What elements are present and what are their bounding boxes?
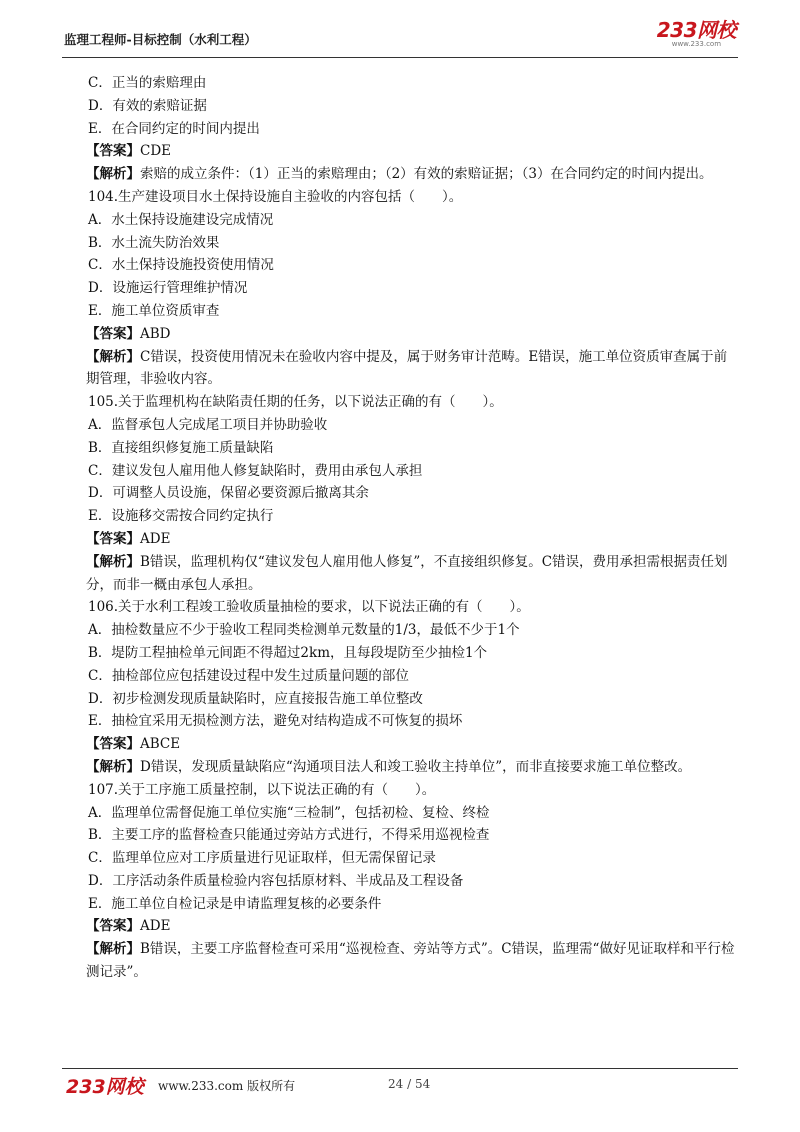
explanation-label: 【解析】 bbox=[86, 348, 140, 365]
doc-title: 监理工程师-目标控制（水利工程） bbox=[64, 32, 257, 47]
explanation-label: 【解析】 bbox=[86, 553, 140, 570]
answer-text: CDE bbox=[140, 143, 172, 160]
question-stem: 107.关于工序施工质量控制，以下说法正确的有（ ）。 bbox=[88, 781, 436, 798]
option-item: C．水土保持设施投资使用情况 bbox=[88, 257, 274, 274]
explanation-label: 【解析】 bbox=[86, 941, 140, 958]
explanation-paragraph bbox=[86, 551, 738, 597]
option-item: B．水土流失防治效果 bbox=[88, 234, 220, 251]
page-footer bbox=[62, 1072, 738, 1096]
explanation-label: 【解析】 bbox=[86, 166, 140, 183]
option-item: E．施工单位自检记录是申请监理复核的必要条件 bbox=[88, 895, 382, 912]
page-number: 24 / 54 bbox=[388, 1077, 431, 1091]
explanation-text: B错误，监理机构仅“建议发包人雇用他人修复”，不直接组织修复。C错误，费用承担需根据责任划分，而非一概由承包人承担。 bbox=[86, 553, 728, 593]
explanation-label: 【解析】 bbox=[86, 758, 140, 775]
explanation-text: D错误，发现质量缺陷应“沟通项目法人和竣工验收主持单位”，而非直接要求施工单位整改。 bbox=[140, 758, 692, 775]
logo-url: www.233.com bbox=[671, 40, 722, 48]
option-item: B．堤防工程抽检单元间距不得超过2km，且每段堤防至少抽检1个 bbox=[88, 644, 488, 661]
question-stem: 105.关于监理机构在缺陷责任期的任务，以下说法正确的有（ ）。 bbox=[88, 394, 503, 411]
explanation-paragraph bbox=[86, 938, 738, 984]
page-header bbox=[62, 20, 738, 56]
option-item: C．建议发包人雇用他人修复缺陷时，费用由承包人承担 bbox=[88, 462, 423, 479]
option-item: B．直接组织修复施工质量缺陷 bbox=[88, 439, 274, 456]
logo-text: 233网校 bbox=[656, 18, 736, 42]
option-item: B．主要工序的监督检查只能通过旁站方式进行，不得采用巡视检查 bbox=[88, 827, 490, 844]
option-item: D．可调整人员设施，保留必要资源后撤离其余 bbox=[88, 485, 369, 502]
answer-line bbox=[86, 915, 738, 938]
option-item: E．施工单位资质审查 bbox=[88, 302, 220, 319]
answer-line bbox=[86, 323, 738, 346]
brand-logo[interactable] bbox=[657, 20, 736, 48]
option-item: A．抽检数量应不少于验收工程同类检测单元数量的1/3，最低不少于1个 bbox=[88, 622, 520, 639]
page-content bbox=[88, 72, 738, 984]
option-item: C．监理单位应对工序质量进行见证取样，但无需保留记录 bbox=[88, 850, 436, 867]
answer-line bbox=[86, 140, 738, 163]
option-item: E．设施移交需按合同约定执行 bbox=[88, 508, 274, 525]
answer-label: 【答案】 bbox=[86, 736, 140, 753]
option-item: D．有效的索赔证据 bbox=[88, 97, 207, 114]
explanation-paragraph bbox=[86, 346, 738, 392]
footer-divider bbox=[62, 1068, 738, 1069]
explanation-paragraph bbox=[86, 163, 738, 186]
explanation-text: C错误，投资使用情况未在验收内容中提及，属于财务审计范畴。E错误，施工单位资质审查属于前期管理，非验收内容。 bbox=[86, 348, 728, 388]
option-item: C．抽检部位应包括建设过程中发生过质量问题的部位 bbox=[88, 667, 409, 684]
option-item: E．在合同约定的时间内提出 bbox=[88, 120, 260, 137]
answer-text: ABD bbox=[140, 325, 171, 342]
footer-copyright: www.233.com 版权所有 bbox=[158, 1079, 296, 1093]
option-item: E．抽检宜采用无损检测方法，避免对结构造成不可恢复的损坏 bbox=[88, 713, 463, 730]
option-item: A．水土保持设施建设完成情况 bbox=[88, 211, 274, 228]
footer-logo[interactable]: 233网校 bbox=[66, 1076, 144, 1098]
answer-label: 【答案】 bbox=[86, 918, 140, 935]
answer-line bbox=[86, 528, 738, 551]
question-stem: 104.生产建设项目水土保持设施自主验收的内容包括（ ）。 bbox=[88, 188, 463, 205]
explanation-text: B错误，主要工序监督检查可采用“巡视检查、旁站等方式”。C错误，监理需“做好见证取样和平行检测记录”。 bbox=[86, 941, 735, 981]
explanation-text: 索赔的成立条件：（1）正当的索赔理由；（2）有效的索赔证据；（3）在合同约定的时间内提出。 bbox=[140, 166, 713, 183]
answer-label: 【答案】 bbox=[86, 325, 140, 342]
answer-text: ADE bbox=[140, 530, 171, 547]
question-stem: 106.关于水利工程竣工验收质量抽检的要求，以下说法正确的有（ ）。 bbox=[88, 599, 530, 616]
option-item: D．工序活动条件质量检验内容包括原材料、半成品及工程设备 bbox=[88, 872, 464, 889]
option-item: A．监理单位需督促施工单位实施“三检制”，包括初检、复检、终检 bbox=[88, 804, 490, 821]
option-item: D．设施运行管理维护情况 bbox=[88, 280, 248, 297]
explanation-paragraph bbox=[86, 756, 738, 779]
answer-text: ABCE bbox=[140, 736, 181, 753]
answer-label: 【答案】 bbox=[86, 143, 140, 160]
header-divider bbox=[62, 57, 738, 58]
answer-text: ADE bbox=[140, 918, 171, 935]
option-item: A．监督承包人完成尾工项目并协助验收 bbox=[88, 416, 328, 433]
option-item: D．初步检测发现质量缺陷时，应直接报告施工单位整改 bbox=[88, 690, 423, 707]
answer-line bbox=[86, 733, 738, 756]
option-item: C．正当的索赔理由 bbox=[88, 75, 207, 91]
answer-label: 【答案】 bbox=[86, 530, 140, 547]
